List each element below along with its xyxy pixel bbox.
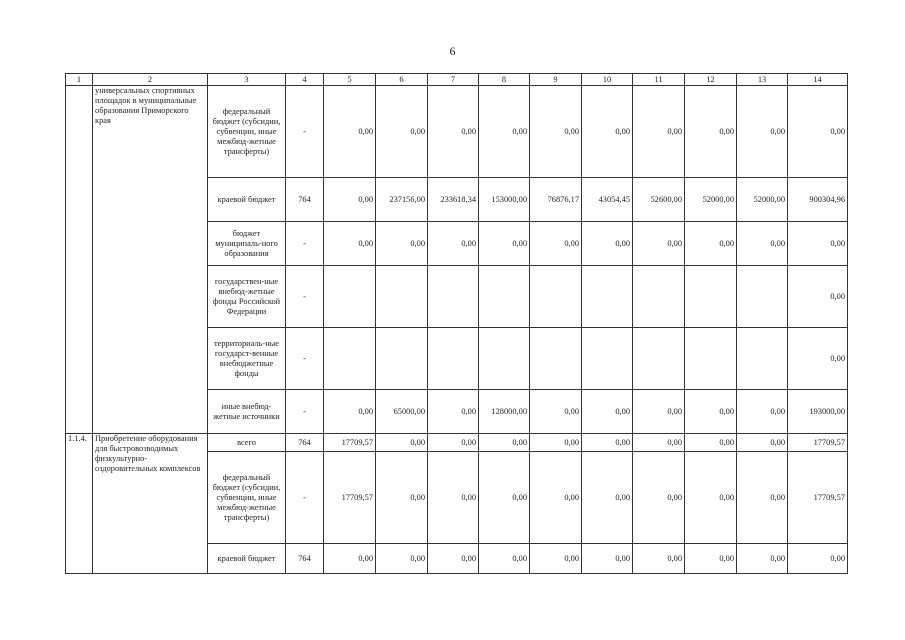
budget-table — [65, 73, 848, 574]
amount-cell: 0,00 — [530, 544, 582, 574]
amount-cell — [530, 266, 582, 328]
amount-cell: 0,00 — [582, 544, 633, 574]
amount-cell: 0,00 — [737, 452, 788, 544]
amount-cell: 0,00 — [530, 86, 582, 178]
amount-cell: 0,00 — [324, 222, 376, 266]
amount-cell: 0,00 — [737, 86, 788, 178]
header-row — [66, 74, 848, 86]
amount-cell: 17709,57 — [324, 452, 376, 544]
amount-cell — [582, 328, 633, 390]
amount-cell: 0,00 — [633, 222, 685, 266]
amount-cell — [376, 266, 428, 328]
amount-cell: 0,00 — [530, 222, 582, 266]
amount-cell: 0,00 — [737, 434, 788, 452]
amount-cell: 0,00 — [685, 452, 737, 544]
amount-cell: 43054,45 — [582, 178, 633, 222]
amount-cell — [633, 328, 685, 390]
table-row — [66, 86, 848, 178]
activity-name: универсальных спортивных площадок в муниципальные образования Приморского края — [93, 86, 208, 434]
amount-cell: 0,00 — [479, 434, 530, 452]
amount-cell: 0,00 — [633, 544, 685, 574]
amount-cell — [479, 266, 530, 328]
amount-cell: 0,00 — [428, 452, 479, 544]
amount-cell: 17709,57 — [324, 434, 376, 452]
amount-cell: 76876,17 — [530, 178, 582, 222]
amount-cell — [428, 328, 479, 390]
amount-cell: 0,00 — [530, 390, 582, 434]
amount-cell — [324, 328, 376, 390]
amount-cell: 0,00 — [376, 86, 428, 178]
amount-cell: 0,00 — [633, 452, 685, 544]
amount-cell — [376, 328, 428, 390]
amount-cell: 0,00 — [737, 390, 788, 434]
amount-cell: 0,00 — [737, 222, 788, 266]
header-cell: 7 — [428, 74, 479, 86]
amount-cell: 128000,00 — [479, 390, 530, 434]
amount-cell: 0,00 — [324, 544, 376, 574]
amount-cell: 900304,96 — [788, 178, 848, 222]
activity-name: Приобретение оборудования для быстровозводимых физкультурно-оздоровительных комплексов — [93, 434, 208, 574]
budget-code: 764 — [286, 544, 324, 574]
amount-cell: 0,00 — [633, 86, 685, 178]
amount-cell: 0,00 — [428, 434, 479, 452]
amount-cell — [737, 266, 788, 328]
header-cell: 1 — [66, 74, 93, 86]
amount-cell: 0,00 — [479, 452, 530, 544]
amount-cell: 0,00 — [685, 222, 737, 266]
amount-cell: 52600,00 — [633, 178, 685, 222]
amount-cell: 0,00 — [428, 222, 479, 266]
amount-cell: 0,00 — [685, 86, 737, 178]
amount-cell: 0,00 — [788, 328, 848, 390]
budget-code: - — [286, 390, 324, 434]
amount-cell — [633, 266, 685, 328]
amount-cell: 0,00 — [633, 434, 685, 452]
funding-source: федеральный бюджет (субсидии, субвенции, иные межбюд-жетные трансферты) — [208, 452, 286, 544]
amount-cell: 0,00 — [376, 452, 428, 544]
budget-code: 764 — [286, 178, 324, 222]
amount-cell: 52000,00 — [737, 178, 788, 222]
amount-cell: 0,00 — [376, 434, 428, 452]
page-number: 6 — [449, 44, 456, 58]
table-row — [66, 434, 848, 452]
amount-cell: 52000,00 — [685, 178, 737, 222]
amount-cell: 0,00 — [530, 452, 582, 544]
header-cell: 13 — [737, 74, 788, 86]
amount-cell: 0,00 — [788, 544, 848, 574]
funding-source: всего — [208, 434, 286, 452]
amount-cell: 0,00 — [582, 222, 633, 266]
amount-cell — [685, 328, 737, 390]
row-index — [66, 86, 93, 434]
amount-cell: 0,00 — [582, 434, 633, 452]
amount-cell: 0,00 — [479, 544, 530, 574]
budget-code: - — [286, 452, 324, 544]
amount-cell: 153000,00 — [479, 178, 530, 222]
amount-cell — [324, 266, 376, 328]
budget-code: - — [286, 328, 324, 390]
amount-cell: 0,00 — [324, 390, 376, 434]
amount-cell: 0,00 — [324, 86, 376, 178]
amount-cell — [530, 328, 582, 390]
amount-cell: 0,00 — [582, 390, 633, 434]
header-cell: 11 — [633, 74, 685, 86]
amount-cell: 0,00 — [788, 266, 848, 328]
amount-cell: 0,00 — [582, 452, 633, 544]
amount-cell — [737, 328, 788, 390]
amount-cell: 0,00 — [530, 434, 582, 452]
amount-cell: 0,00 — [376, 544, 428, 574]
amount-cell: 0,00 — [633, 390, 685, 434]
amount-cell: 0,00 — [685, 390, 737, 434]
header-cell: 12 — [685, 74, 737, 86]
budget-code: - — [286, 222, 324, 266]
amount-cell: 0,00 — [428, 86, 479, 178]
funding-source: государствен-ные внебюд-жетные фонды Российской Федерации — [208, 266, 286, 328]
header-cell: 9 — [530, 74, 582, 86]
header-cell: 2 — [93, 74, 208, 86]
funding-source: иные внебюд-жетные источники — [208, 390, 286, 434]
header-cell: 14 — [788, 74, 848, 86]
row-index: 1.1.4. — [66, 434, 93, 574]
amount-cell: 193000,00 — [788, 390, 848, 434]
amount-cell — [685, 266, 737, 328]
budget-code: - — [286, 266, 324, 328]
amount-cell: 0,00 — [685, 434, 737, 452]
amount-cell: 237156,00 — [376, 178, 428, 222]
header-cell: 6 — [376, 74, 428, 86]
funding-source: краевой бюджет — [208, 544, 286, 574]
budget-code: - — [286, 86, 324, 178]
header-cell: 4 — [286, 74, 324, 86]
funding-source: территориаль-ные государст-венные внебюджетные фонды — [208, 328, 286, 390]
amount-cell: 233618,34 — [428, 178, 479, 222]
budget-code: 764 — [286, 434, 324, 452]
amount-cell — [428, 266, 479, 328]
amount-cell: 0,00 — [428, 544, 479, 574]
amount-cell: 17709,57 — [788, 452, 848, 544]
header-cell: 5 — [324, 74, 376, 86]
amount-cell: 0,00 — [685, 544, 737, 574]
header-cell: 8 — [479, 74, 530, 86]
amount-cell — [479, 328, 530, 390]
amount-cell: 0,00 — [788, 86, 848, 178]
funding-source: бюджет муниципаль-ного образования — [208, 222, 286, 266]
header-cell: 3 — [208, 74, 286, 86]
funding-source: краевой бюджет — [208, 178, 286, 222]
funding-source: федеральный бюджет (субсидии, субвенции, иные межбюд-жетные трансферты) — [208, 86, 286, 178]
amount-cell: 0,00 — [737, 544, 788, 574]
amount-cell: 17709,57 — [788, 434, 848, 452]
amount-cell: 0,00 — [479, 222, 530, 266]
amount-cell: 0,00 — [479, 86, 530, 178]
amount-cell — [582, 266, 633, 328]
amount-cell: 0,00 — [428, 390, 479, 434]
amount-cell: 0,00 — [376, 222, 428, 266]
header-cell: 10 — [582, 74, 633, 86]
amount-cell: 0,00 — [788, 222, 848, 266]
amount-cell: 0,00 — [582, 86, 633, 178]
amount-cell: 0,00 — [324, 178, 376, 222]
amount-cell: 65000,00 — [376, 390, 428, 434]
